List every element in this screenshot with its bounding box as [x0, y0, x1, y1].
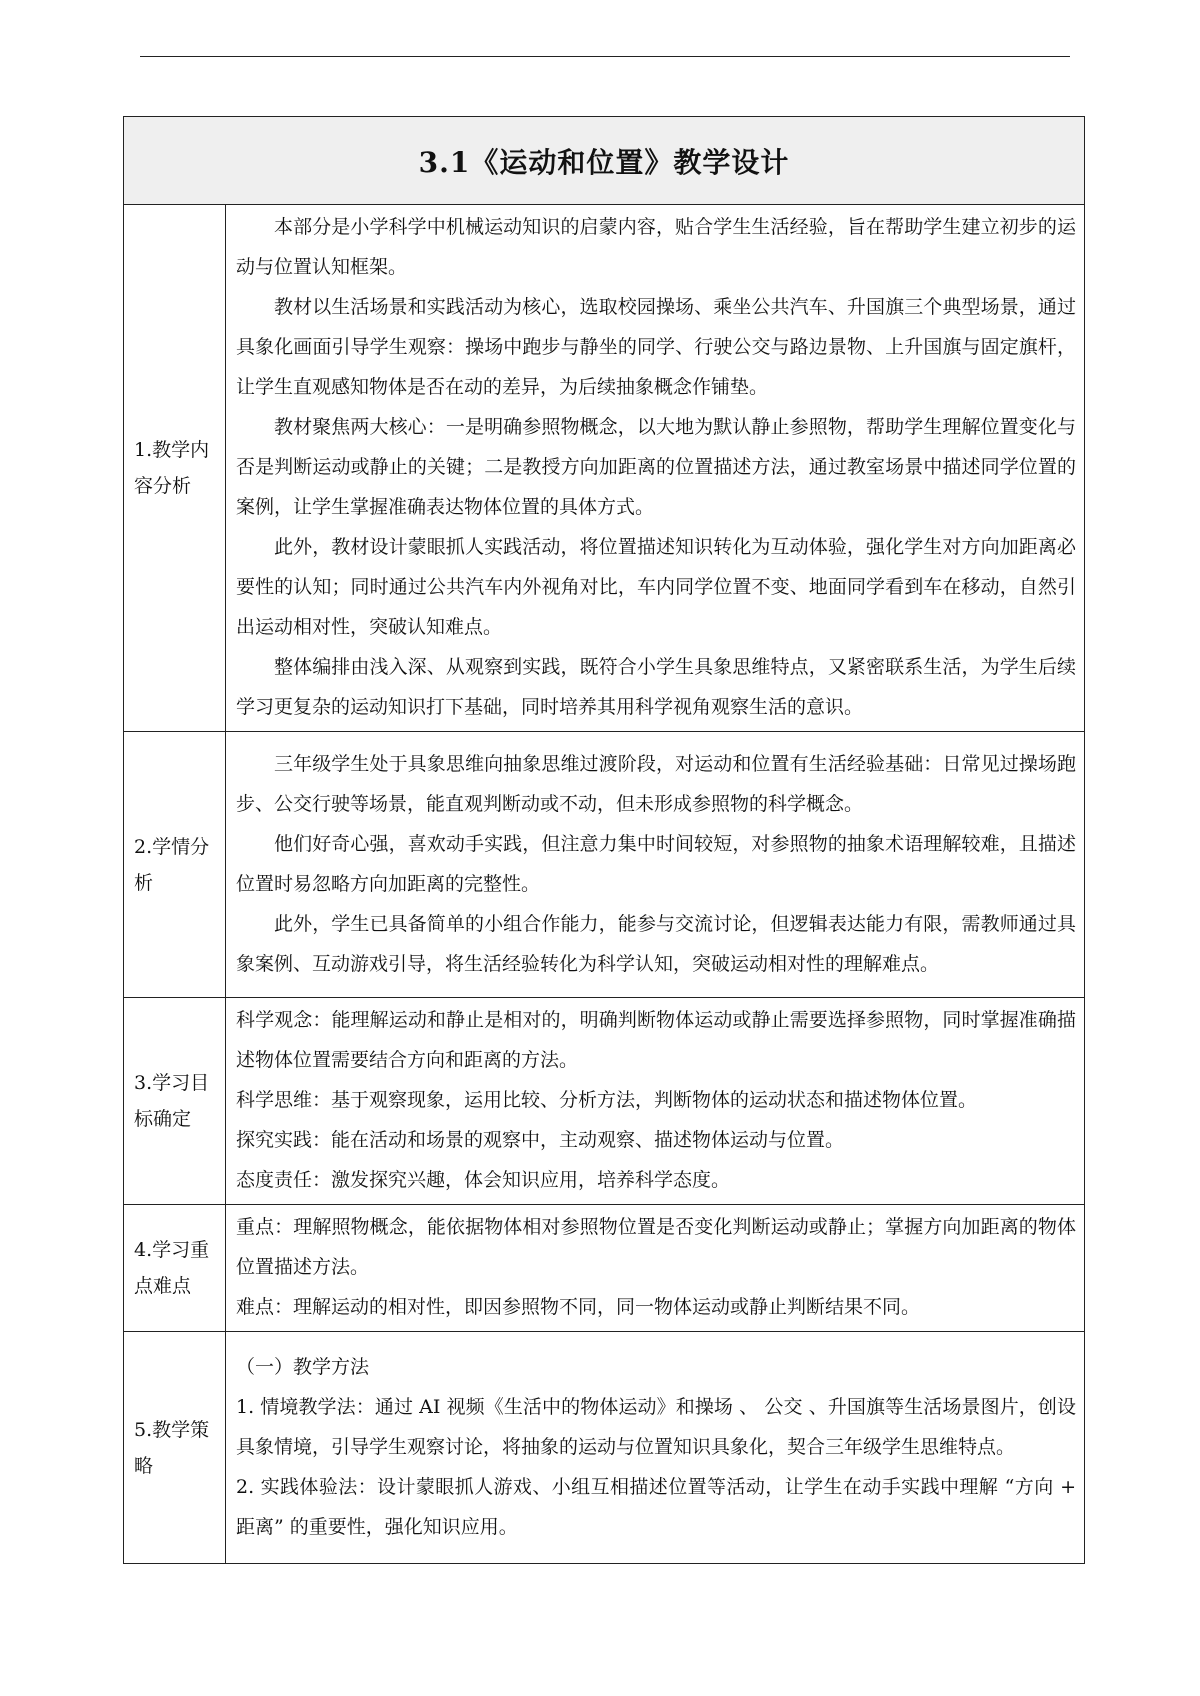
section-content	[226, 1205, 1085, 1332]
header-rule	[140, 56, 1070, 57]
section-label: 4.学习重点难点	[124, 1205, 226, 1332]
section-row-key-difficulties	[124, 1205, 1085, 1332]
section-content	[226, 998, 1085, 1205]
paragraph: 本部分是小学科学中机械运动知识的启蒙内容，贴合学生生活经验，旨在帮助学生建立初步的运动与位置认知框架。	[236, 216, 1076, 278]
paragraph: 教材以生活场景和实践活动为核心，选取校园操场、乘坐公共汽车、升国旗三个典型场景，通过具象化画面引导学生观察：操场中跑步与静坐的同学、行驶公交与路边景物、上升国旗与固定旗杆，让学生直观感知物体是否在动的差异，为后续抽象概念作铺垫。	[236, 296, 1076, 398]
section-label: 2.学情分析	[124, 732, 226, 998]
paragraph: 科学思维：基于观察现象，运用比较、分析方法，判断物体的运动状态和描述物体位置。	[236, 1089, 978, 1111]
paragraph: 态度责任：激发探究兴趣，体会知识应用，培养科学态度。	[236, 1169, 731, 1191]
paragraph: 整体编排由浅入深、从观察到实践，既符合小学生具象思维特点，又紧密联系生活，为学生后续学习更复杂的运动知识打下基础，同时培养其用科学视角观察生活的意识。	[236, 656, 1076, 718]
section-label: 1.教学内容分析	[124, 205, 226, 732]
paragraph: 他们好奇心强，喜欢动手实践，但注意力集中时间较短，对参照物的抽象术语理解较难，且描述位置时易忽略方向加距离的完整性。	[236, 832, 1076, 895]
paragraph: 三年级学生处于具象思维向抽象思维过渡阶段，对运动和位置有生活经验基础：日常见过操场跑步、公交行驶等场景，能直观判断动或不动，但未形成参照物的科学概念。	[236, 752, 1076, 815]
paragraph: 科学观念：能理解运动和静止是相对的，明确判断物体运动或静止需要选择参照物，同时掌握准确描述物体位置需要结合方向和距离的方法。	[236, 1009, 1076, 1071]
document-title: 3.1《运动和位置》教学设计	[124, 117, 1085, 205]
paragraph: （一）教学方法	[236, 1355, 370, 1378]
paragraph: 探究实践：能在活动和场景的观察中，主动观察、描述物体运动与位置。	[236, 1129, 845, 1151]
section-content	[226, 1332, 1085, 1564]
section-row-learner-analysis	[124, 732, 1085, 998]
paragraph: 1. 情境教学法：通过 AI 视频《生活中的物体运动》和操场 、 公交 、升国旗等生活场景图片，创设具象情境，引导学生观察讨论，将抽象的运动与位置知识具象化，契合三年级学生思维特点。	[236, 1395, 1076, 1458]
lesson-design-table	[123, 116, 1085, 1564]
section-label: 5.教学策略	[124, 1332, 226, 1564]
paragraph: 难点：理解运动的相对性，即因参照物不同，同一物体运动或静止判断结果不同。	[236, 1296, 921, 1318]
section-content	[226, 205, 1085, 732]
section-content	[226, 732, 1085, 998]
section-row-learning-goals	[124, 998, 1085, 1205]
paragraph: 此外，教材设计蒙眼抓人实践活动，将位置描述知识转化为互动体验，强化学生对方向加距离必要性的认知；同时通过公共汽车内外视角对比，车内同学位置不变、地面同学看到车在移动，自然引出运动相对性，突破认知难点。	[236, 536, 1076, 638]
paragraph: 2. 实践体验法：设计蒙眼抓人游戏、小组互相描述位置等活动，让学生在动手实践中理解 “方向 + 距离” 的重要性，强化知识应用。	[236, 1475, 1076, 1538]
section-row-content-analysis	[124, 205, 1085, 732]
section-label: 3.学习目标确定	[124, 998, 226, 1205]
section-row-teaching-strategy	[124, 1332, 1085, 1564]
paragraph: 教材聚焦两大核心：一是明确参照物概念，以大地为默认静止参照物，帮助学生理解位置变化与否是判断运动或静止的关键；二是教授方向加距离的位置描述方法，通过教室场景中描述同学位置的案例，让学生掌握准确表达物体位置的具体方式。	[236, 416, 1076, 518]
paragraph: 重点：理解照物概念，能依据物体相对参照物位置是否变化判断运动或静止；掌握方向加距离的物体位置描述方法。	[236, 1216, 1076, 1278]
title-row	[124, 117, 1085, 205]
paragraph: 此外，学生已具备简单的小组合作能力，能参与交流讨论，但逻辑表达能力有限，需教师通过具象案例、互动游戏引导，将生活经验转化为科学认知，突破运动相对性的理解难点。	[236, 912, 1076, 975]
